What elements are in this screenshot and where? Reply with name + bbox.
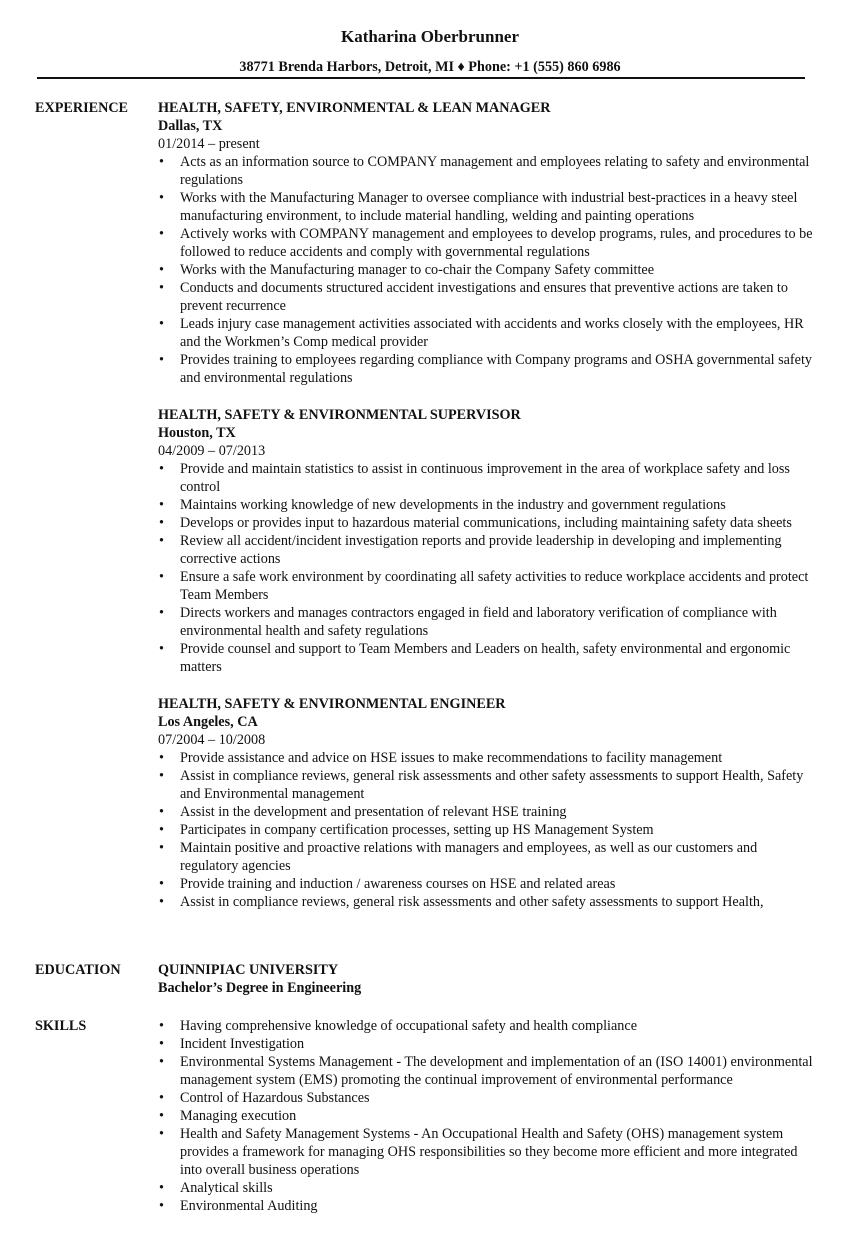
section-label-experience: EXPERIENCE xyxy=(35,100,129,116)
degree: Bachelor’s Degree in Engineering xyxy=(158,980,362,996)
list-item: • Environmental Auditing xyxy=(158,1197,818,1215)
list-item: • Provides training to employees regarding compliance with Company programs and OSHA governmental safety and environmental regulations xyxy=(158,351,818,387)
list-item: • Ensure a safe work environment by coordinating all safety activities to reduce workplace accidents and protect Team Members xyxy=(158,568,818,604)
list-item: • Assist in compliance reviews, general risk assessments and other safety assessments to support Health, xyxy=(158,893,818,911)
job-dates: 04/2009 – 07/2013 xyxy=(158,443,266,459)
contact-line: 38771 Brenda Harbors, Detroit, MI ♦ Phone: +1 (555) 860 6986 xyxy=(239,59,621,75)
resume-name: Katharina Oberbrunner xyxy=(340,27,520,46)
list-item: • Provide assistance and advice on HSE issues to make recommendations to facility management xyxy=(158,749,818,767)
list-item: • Health and Safety Management Systems - An Occupational Health and Safety (OHS) management system provides a framework for managing OHS responsibilities so they become more efficient and more integrated into overall business operations xyxy=(158,1125,818,1179)
list-item: • Assist in compliance reviews, general risk assessments and other safety assessments to support Health, Safety and Environmental management xyxy=(158,767,818,803)
list-item: • Participates in company certification processes, setting up HS Management System xyxy=(158,821,818,839)
job-bullets xyxy=(158,153,818,387)
list-item: • Having comprehensive knowledge of occupational safety and health compliance xyxy=(158,1017,818,1035)
job-title: HEALTH, SAFETY, ENVIRONMENTAL & LEAN MANAGER xyxy=(158,100,551,116)
list-item: • Develops or provides input to hazardous material communications, including maintaining safety data sheets xyxy=(158,514,818,532)
job-entry xyxy=(158,99,818,387)
job-title: HEALTH, SAFETY & ENVIRONMENTAL SUPERVISOR xyxy=(158,407,521,423)
list-item: • Managing execution xyxy=(158,1107,818,1125)
list-item: • Works with the Manufacturing Manager to oversee compliance with industrial best-practices in a heavy steel manufacturing environment, to include material handling, welding and painting operations xyxy=(158,189,818,225)
list-item: • Provide counsel and support to Team Members and Leaders on health, safety environmental and ergonomic matters xyxy=(158,640,818,676)
job-dates: 07/2004 – 10/2008 xyxy=(158,732,266,748)
list-item: • Maintain positive and proactive relations with managers and employees, as well as our customers and regulatory agencies xyxy=(158,839,818,875)
list-item: • Provide and maintain statistics to assist in continuous improvement in the area of workplace safety and loss control xyxy=(158,460,818,496)
skills-body xyxy=(158,1017,818,1215)
job-entry xyxy=(158,695,818,911)
list-item: • Assist in the development and presentation of relevant HSE training xyxy=(158,803,818,821)
list-item: • Environmental Systems Management - The development and implementation of an (ISO 14001) environmental management system (EMS) promoting the continual improvement of environmental performance xyxy=(158,1053,818,1089)
job-location: Dallas, TX xyxy=(158,118,223,134)
education-body xyxy=(158,961,818,997)
list-item: • Acts as an information source to COMPANY management and employees relating to safety and environmental regulations xyxy=(158,153,818,189)
skills-list xyxy=(158,1017,818,1215)
header-divider xyxy=(37,77,805,79)
section-label-skills: SKILLS xyxy=(35,1018,87,1034)
list-item: • Provide training and induction / awareness courses on HSE and related areas xyxy=(158,875,818,893)
list-item: • Incident Investigation xyxy=(158,1035,818,1053)
list-item: • Control of Hazardous Substances xyxy=(158,1089,818,1107)
list-item: • Review all accident/incident investigation reports and provide leadership in developing and implementing corrective actions xyxy=(158,532,818,568)
list-item: • Directs workers and manages contractors engaged in field and laboratory verification of compliance with environmental health and safety regulations xyxy=(158,604,818,640)
list-item: • Works with the Manufacturing manager to co-chair the Company Safety committee xyxy=(158,261,818,279)
job-bullets xyxy=(158,749,818,911)
section-label-education: EDUCATION xyxy=(35,962,121,978)
job-bullets xyxy=(158,460,818,676)
list-item: • Conducts and documents structured accident investigations and ensures that preventive actions are taken to prevent recurrence xyxy=(158,279,818,315)
job-location: Houston, TX xyxy=(158,425,236,441)
job-dates: 01/2014 – present xyxy=(158,136,260,152)
school-name: QUINNIPIAC UNIVERSITY xyxy=(158,962,339,978)
job-location: Los Angeles, CA xyxy=(158,714,258,730)
list-item: • Leads injury case management activities associated with accidents and works closely with the employees, HR and the Workmen’s Comp medical provider xyxy=(158,315,818,351)
list-item: • Maintains working knowledge of new developments in the industry and government regulations xyxy=(158,496,818,514)
job-title: HEALTH, SAFETY & ENVIRONMENTAL ENGINEER xyxy=(158,696,506,712)
list-item: • Actively works with COMPANY management and employees to develop programs, rules, and procedures to be followed to reduce accidents and comply with governmental regulations xyxy=(158,225,818,261)
list-item: • Analytical skills xyxy=(158,1179,818,1197)
experience-body xyxy=(158,99,818,911)
job-entry xyxy=(158,406,818,676)
